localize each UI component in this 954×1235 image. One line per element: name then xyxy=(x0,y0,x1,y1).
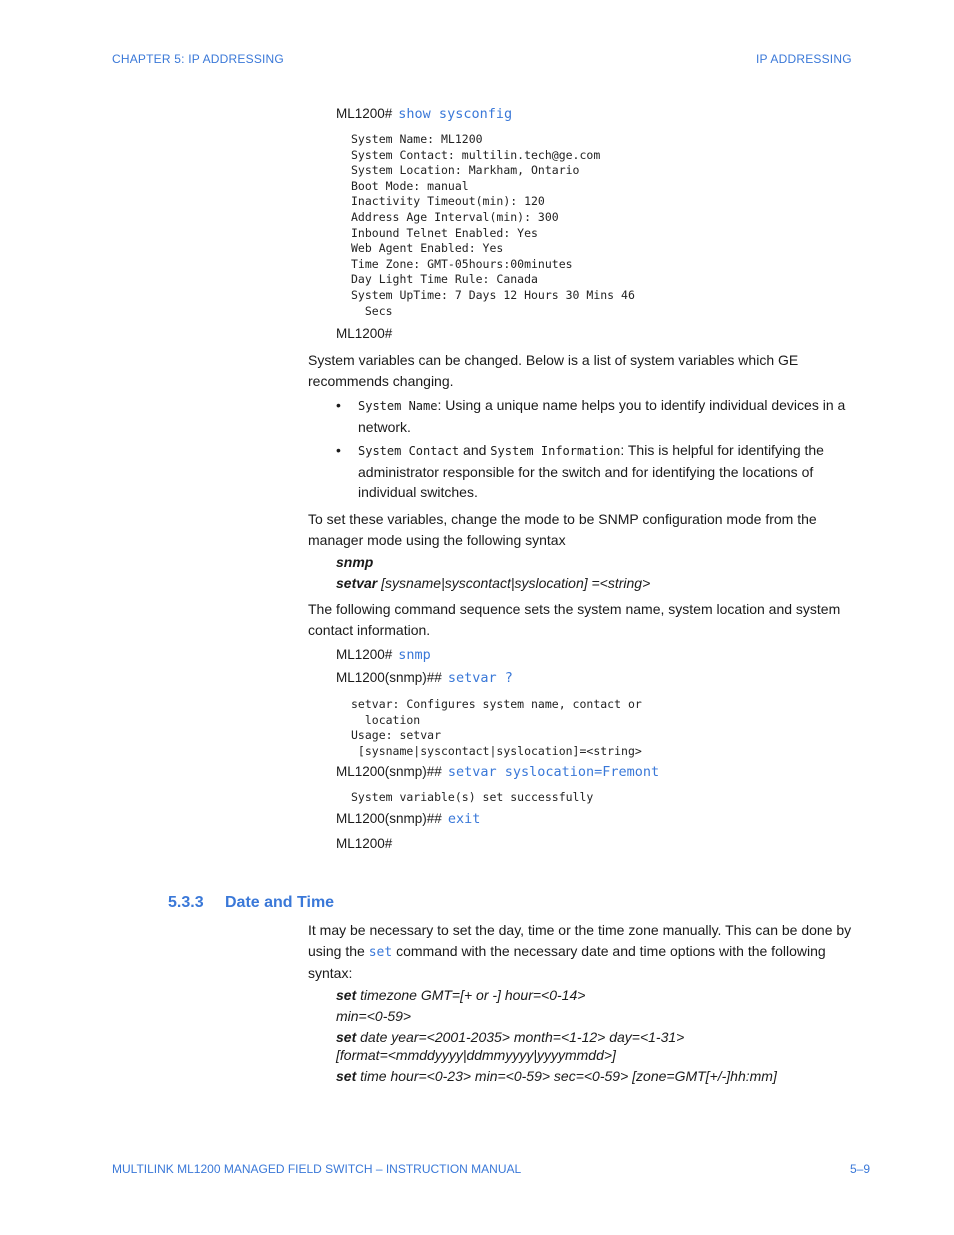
cli-command: setvar syslocation=Fremont xyxy=(447,764,660,780)
bullet-marker: • xyxy=(336,442,341,458)
section-number: 5.3.3 xyxy=(168,894,204,911)
command-line-end xyxy=(336,326,392,341)
syntax-set-date-cont xyxy=(336,1045,616,1065)
syntax-args: time hour=<0-23> min=<0-59> sec=<0-59> [zone=GMT[+/-]hh:mm] xyxy=(356,1068,777,1084)
sysconfig-output: System Name: ML1200 System Contact: multilin.tech@ge.com System Location: Markham, Ontario Boot Mode: manual Inactivity Timeout(min): 120 Address Age Interval(min): 300 Inbound Telnet Enabled: Yes Web Agent Enabled: Yes Time Zone: GMT-05hours:00minutes Day Light Time Rule: Canada System UpTime: 7 Days 12 Hours 30 Mins 46 Secs xyxy=(351,132,635,318)
cli-command: snmp xyxy=(398,647,431,663)
cli-command: exit xyxy=(447,811,481,827)
syntax-keyword: set xyxy=(336,987,357,1003)
syntax-keyword: setvar xyxy=(336,575,378,591)
running-header-section: IP ADDRESSING xyxy=(756,52,852,66)
command-line-setvar-location xyxy=(336,764,659,780)
cli-prompt: ML1200(snmp)## xyxy=(336,670,442,685)
cli-command: setvar ? xyxy=(447,670,513,686)
command-line-end xyxy=(336,836,392,851)
syntax-set-timezone-cont xyxy=(336,1006,411,1026)
syntax-args: [sysname|syscontact|syslocation] =<string> xyxy=(377,575,651,591)
paragraph-system-variables: System variables can be changed. Below is a list of system variables which GE recommends changing. xyxy=(308,352,799,389)
command-line-exit xyxy=(336,811,480,827)
syntax-snmp xyxy=(336,552,373,572)
command-line-show-sysconfig xyxy=(336,106,512,122)
bullet-marker: • xyxy=(336,397,341,413)
syntax-args: timezone GMT=[+ or -] hour=<0-14> xyxy=(356,987,586,1003)
bullet-item-system-contact xyxy=(358,440,854,503)
code-term: set xyxy=(368,944,393,960)
syntax-set-date xyxy=(336,1027,684,1047)
bullet-text: : Using a unique name helps you to identify individual devices in a network. xyxy=(358,397,846,435)
cli-command: show sysconfig xyxy=(398,106,513,122)
syntax-keyword: set xyxy=(336,1068,357,1084)
cli-prompt: ML1200(snmp)## xyxy=(336,764,442,779)
syntax-args: date year=<2001-2035> month=<1-12> day=<1-31> xyxy=(356,1029,685,1045)
paragraph-text: It may be necessary to set the day, time or the time zone manually. This can be done by using the xyxy=(308,922,852,959)
syntax-keyword: set xyxy=(336,1029,357,1045)
paragraph-command-sequence: The following command sequence sets the system name, system location and system contact information. xyxy=(308,601,841,638)
setvar-success-output: System variable(s) set successfully xyxy=(351,790,594,804)
syntax-args: [format=<mmddyyyy|ddmmyyyy|yyyymmdd>] xyxy=(336,1047,616,1063)
cli-prompt: ML1200# xyxy=(336,836,393,851)
syntax-set-timezone xyxy=(336,985,585,1005)
syntax-keyword: snmp xyxy=(336,554,374,570)
cli-prompt: ML1200# xyxy=(336,647,393,662)
cli-prompt: ML1200# xyxy=(336,106,393,121)
command-line-setvar-help xyxy=(336,670,513,686)
command-line-snmp xyxy=(336,647,431,663)
syntax-set-time xyxy=(336,1066,777,1086)
paragraph-text: command with the necessary date and time options with the following syntax: xyxy=(308,942,826,981)
paragraph-date-time xyxy=(308,920,856,984)
bullet-text: : This is helpful for identifying the administrator responsible for the switch and for identifying the locations of individual switches. xyxy=(358,442,824,500)
bullet-item-system-name xyxy=(358,395,854,437)
setvar-help-output: setvar: Configures system name, contact or location Usage: setvar [sysname|syscontact|syslocation]=<string> xyxy=(351,697,642,758)
bullet-text: and xyxy=(459,442,491,458)
code-term: System Contact xyxy=(358,444,460,458)
cli-prompt: ML1200# xyxy=(336,326,393,341)
code-term: System Name xyxy=(358,399,438,413)
paragraph-snmp-mode: To set these variables, change the mode to be SNMP configuration mode from the manager mode using the following syntax xyxy=(308,511,817,548)
syntax-setvar xyxy=(336,573,650,593)
section-title: Date and Time xyxy=(225,894,335,911)
syntax-args: min=<0-59> xyxy=(336,1008,412,1024)
page-number: 5–9 xyxy=(850,1162,871,1176)
running-header-chapter: CHAPTER 5: IP ADDRESSING xyxy=(112,52,284,66)
code-term: System Information xyxy=(490,444,621,458)
cli-prompt: ML1200(snmp)## xyxy=(336,811,442,826)
running-footer-manual: MULTILINK ML1200 MANAGED FIELD SWITCH – INSTRUCTION MANUAL xyxy=(112,1162,522,1176)
